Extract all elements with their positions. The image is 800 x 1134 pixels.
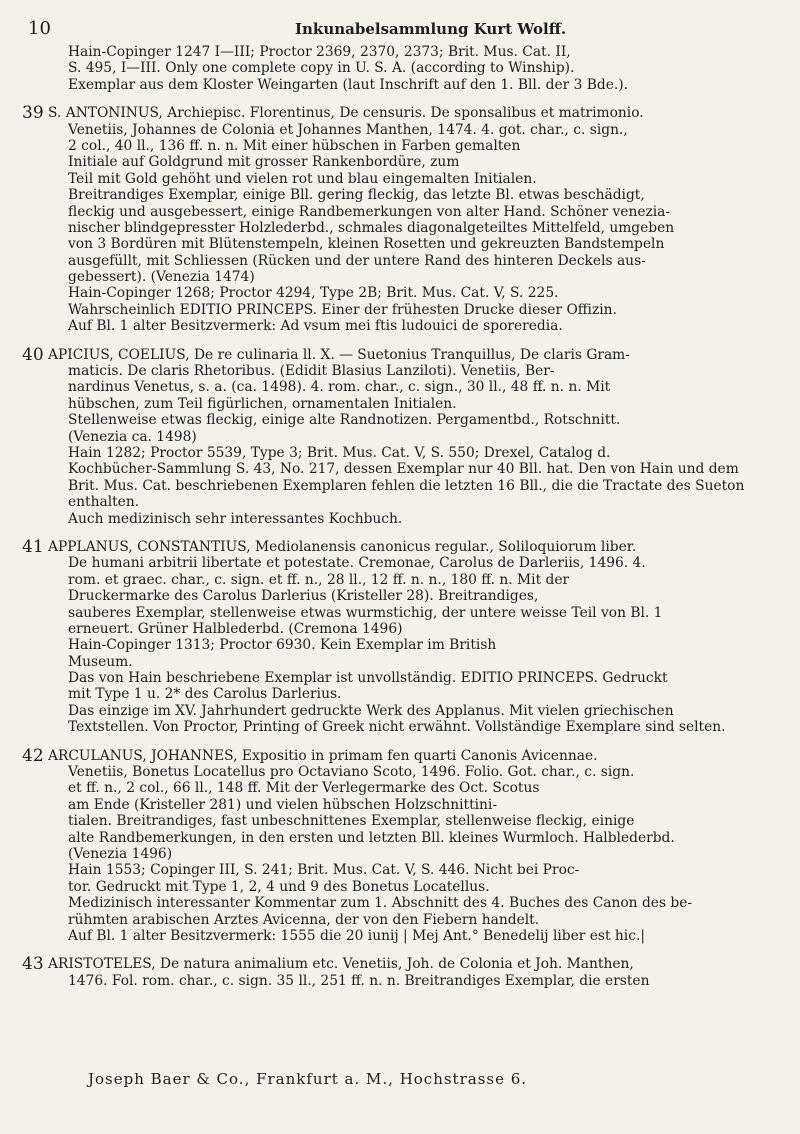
line-text: fleckig und ausgebessert, einige Randbemerkungen von alter Hand. Schöner venezia-: [68, 203, 671, 220]
text-line: [12, 494, 784, 510]
text-line: [12, 637, 784, 653]
line-text: von 3 Bordüren mit Blütenstempeln, kleinen Rosetten und gekreuzten Bandstempeln: [68, 236, 665, 253]
line-text: tor. Gedruckt mit Type 1, 2, 4 und 9 des Bonetus Locatellus.: [68, 878, 490, 895]
text-line: [12, 412, 784, 428]
line-text: (Venezia 1496): [68, 845, 173, 862]
text-line: [12, 285, 784, 301]
entry-gutter: [12, 302, 48, 318]
line-text: Hain-Copinger 1268; Proctor 4294, Type 2B; Brit. Mus. Cat. V, S. 225.: [68, 285, 559, 302]
line-text: APICIUS, COELIUS, De re culinaria ll. X. — Suetonius Tranquillus, De claris Gram-: [48, 346, 630, 363]
text-line: [12, 605, 784, 621]
publisher-imprint: Joseph Baer & Co., Frankfurt a. M., Hochstrasse 6.: [88, 1070, 528, 1088]
line-text: enthalten.: [68, 494, 140, 511]
text-line: [12, 862, 784, 878]
line-text: S. ANTONINUS, Archiepisc. Florentinus, De censuris. De sponsalibus et matrimonio.: [48, 105, 644, 122]
line-text: (Venezia ca. 1498): [68, 428, 197, 445]
text-line: [12, 253, 784, 269]
entry-gutter: [12, 719, 48, 735]
entry-gutter: [12, 605, 48, 621]
text-line: [12, 138, 784, 154]
text-line: [12, 846, 784, 862]
text-line: [12, 302, 784, 318]
text-line: [12, 572, 784, 588]
entry-gutter: [12, 511, 48, 527]
entry-gutter: [12, 138, 48, 154]
text-line: [12, 895, 784, 911]
text-line: [12, 220, 784, 236]
line-text: alte Randbemerkungen, in den ersten und letzten Bll. kleines Wurmloch. Halblederbd.: [68, 829, 675, 846]
entry-gutter: [12, 555, 48, 571]
line-text: ARISTOTELES, De natura animalium etc. Venetiis, Joh. de Colonia et Joh. Manthen,: [48, 956, 634, 973]
catalog-entry: [12, 956, 784, 989]
catalog-entries: [12, 105, 784, 989]
line-text: rom. et graec. char., c. sign. et ff. n., 28 ll., 12 ff. n. n., 180 ff. n. Mit der: [68, 571, 570, 588]
text-line: [12, 670, 784, 686]
entry-gutter: [12, 928, 48, 944]
line-text: Hain-Copinger 1247 I—III; Proctor 2369, 2370, 2373; Brit. Mus. Cat. II,: [68, 44, 571, 60]
text-line: [12, 236, 784, 252]
page-header: [12, 12, 784, 44]
line-text: Breitrandiges Exemplar, einige Bll. gering fleckig, das letzte Bl. etwas beschädigt,: [68, 187, 645, 204]
text-line: [12, 429, 784, 445]
running-title: Inkunabelsammlung Kurt Wolff.: [295, 20, 567, 38]
line-text: Hain 1282; Proctor 5539, Type 3; Brit. Mus. Cat. V, S. 550; Drexel, Catalog d.: [68, 444, 611, 461]
entry-gutter: [12, 204, 48, 220]
line-text: mit Type 1 u. 2* des Carolus Darlerius.: [68, 686, 342, 703]
entry-gutter: [12, 494, 48, 510]
catalog-entry: [12, 347, 784, 527]
line-text: am Ende (Kristeller 281) und vielen hübschen Holzschnittini-: [68, 796, 498, 813]
text-line: [12, 686, 784, 702]
entry-gutter: [12, 686, 48, 702]
text-line: [12, 928, 784, 944]
line-text: ARCULANUS, JOHANNES, Expositio in primam fen quarti Canonis Avicennae.: [48, 747, 598, 764]
entry-gutter: [12, 253, 48, 269]
line-text: Wahrscheinlich EDITIO PRINCEPS. Einer der frühesten Drucke dieser Offizin.: [68, 301, 617, 318]
text-line: [12, 511, 784, 527]
text-line: [12, 973, 784, 989]
text-line: [12, 956, 784, 972]
text-line: [12, 269, 784, 285]
catalog-text: [12, 44, 784, 989]
line-text: Druckermarke des Carolus Darlerius (Kristeller 28). Breitrandiges,: [68, 588, 539, 605]
line-text: Museum.: [68, 653, 133, 670]
entry-gutter: [12, 285, 48, 301]
line-text: Exemplar aus dem Kloster Weingarten (laut Inschrift auf den 1. Bll. der 3 Bde.).: [68, 76, 629, 93]
entry-gutter: [12, 797, 48, 813]
line-text: ausgefüllt, mit Schliessen (Rücken und der untere Rand des hinteren Deckels aus-: [68, 252, 646, 269]
text-line: [12, 171, 784, 187]
line-text: rühmten arabischen Arztes Avicenna, der von den Fiebern handelt.: [68, 911, 540, 928]
text-line: [12, 105, 784, 121]
text-line: [12, 764, 784, 780]
line-text: Initiale auf Goldgrund mit grosser Rankenbordüre, zum: [68, 154, 460, 171]
text-line: [12, 478, 784, 494]
catalog-entry: [12, 105, 784, 334]
text-line: [12, 588, 784, 604]
entry-gutter: [12, 572, 48, 588]
line-text: Venetiis, Johannes de Colonia et Johannes Manthen, 1474. 4. got. char., c. sign.,: [68, 121, 628, 138]
text-line: [12, 347, 784, 363]
text-line: [12, 44, 784, 60]
line-text: APPLANUS, CONSTANTIUS, Mediolanensis canonicus regular., Soliloquiorum liber.: [48, 538, 637, 555]
line-text: Auf Bl. 1 alter Besitzvermerk: 1555 die 20 iunij | Mej Ant.° Benedelij liber est hic.|: [68, 927, 645, 944]
entry-gutter: [12, 318, 48, 334]
line-text: De humani arbitrii libertate et potestate. Cremonae, Carolus de Darleriis, 1496. 4.: [68, 555, 646, 572]
entry-gutter: [12, 780, 48, 796]
text-line: [12, 60, 784, 76]
entry-gutter: [12, 187, 48, 203]
entry-number: 39: [22, 105, 44, 122]
entry-gutter: [12, 703, 48, 719]
text-line: [12, 122, 784, 138]
line-text: erneuert. Grüner Halblederbd. (Cremona 1496): [68, 620, 403, 637]
entry-gutter: [12, 764, 48, 780]
text-line: [12, 879, 784, 895]
entry-number: 41: [22, 538, 44, 556]
line-text: 2 col., 40 ll., 136 ff. n. n. Mit einer hübschen in Farben gemalten: [68, 137, 521, 154]
page-number: 10: [28, 18, 51, 39]
text-line: [12, 703, 784, 719]
text-line: [12, 187, 784, 203]
catalog-entry: [12, 748, 784, 945]
text-line: [12, 621, 784, 637]
entry-gutter: [12, 830, 48, 846]
entry-gutter: [12, 171, 48, 187]
text-line: [12, 780, 784, 796]
entry-gutter: [12, 813, 48, 829]
line-text: Teil mit Gold gehöht und vielen rot und blau eingemalten Initialen.: [68, 170, 537, 187]
text-line: [12, 539, 784, 555]
entry-gutter: [12, 154, 48, 170]
entry-gutter: [12, 236, 48, 252]
entry-gutter: [12, 973, 48, 989]
text-line: [12, 363, 784, 379]
entry-gutter: [12, 670, 48, 686]
line-text: nischer blindgepresster Holzlederbd., schmales diagonalgeteiltes Mittelfeld, umgeben: [68, 219, 675, 236]
entry-number: 42: [22, 747, 44, 765]
text-line: [12, 797, 784, 813]
line-text: tialen. Breitrandiges, fast unbeschnittenes Exemplar, stellenweise fleckig, einige: [68, 813, 635, 830]
line-text: Hain 1553; Copinger III, S. 241; Brit. Mus. Cat. V, S. 446. Nicht bei Proc-: [68, 862, 580, 879]
text-line: [12, 830, 784, 846]
line-text: Venetiis, Bonetus Locatellus pro Octaviano Scoto, 1496. Folio. Got. char., c. sign.: [68, 764, 635, 781]
line-text: nardinus Venetus, s. a. (ca. 1498). 4. rom. char., c. sign., 30 ll., 48 ff. n. n. Mit: [68, 379, 611, 396]
entry-gutter: [12, 478, 48, 494]
entry-gutter: [12, 379, 48, 395]
text-line: [12, 813, 784, 829]
text-line: [12, 719, 784, 735]
entry-number: 40: [22, 346, 44, 364]
text-line: [12, 912, 784, 928]
entry-gutter: [12, 895, 48, 911]
entry-gutter: [12, 363, 48, 379]
line-text: Kochbücher-Sammlung S. 43, No. 217, dessen Exemplar nur 40 Bll. hat. Den von Hain und dem: [68, 461, 739, 478]
line-text: Auf Bl. 1 alter Besitzvermerk: Ad vsum mei ftis ludouici de sporeredia.: [68, 318, 563, 335]
entry-gutter: [12, 122, 48, 138]
entry-gutter: [12, 412, 48, 428]
entry-gutter: [12, 429, 48, 445]
line-text: 1476. Fol. rom. char., c. sign. 35 ll., 251 ff. n. n. Breitrandiges Exemplar, die ersten: [68, 972, 650, 989]
text-line: [12, 461, 784, 477]
line-text: Medizinisch interessanter Kommentar zum 1. Abschnitt des 4. Buches des Canon des be-: [68, 895, 693, 912]
entry-gutter: [12, 621, 48, 637]
line-text: maticis. De claris Rhetoribus. (Edidit Blasius Lanziloti). Venetiis, Ber-: [68, 363, 555, 380]
line-text: Das von Hain beschriebene Exemplar ist unvollständig. EDITIO PRINCEPS. Gedruckt: [68, 670, 668, 687]
entry-gutter: [12, 588, 48, 604]
entry-gutter: [12, 846, 48, 862]
line-text: Stellenweise etwas fleckig, einige alte Randnotizen. Pergamentbd., Rotschnitt.: [68, 412, 621, 429]
entry-gutter: [12, 862, 48, 878]
text-line: [12, 396, 784, 412]
entry-gutter: [12, 220, 48, 236]
text-line: [12, 318, 784, 334]
text-line: [12, 654, 784, 670]
line-text: et ff. n., 2 col., 66 ll., 148 ff. Mit der Verlegermarke des Oct. Scotus: [68, 780, 540, 797]
entry-gutter: [12, 912, 48, 928]
entry-gutter: [12, 396, 48, 412]
text-line: [12, 77, 784, 93]
entry-gutter: [12, 879, 48, 895]
entry-gutter: [12, 461, 48, 477]
entry-gutter: [12, 637, 48, 653]
text-line: [12, 154, 784, 170]
line-text: sauberes Exemplar, stellenweise etwas wurmstichig, der untere weisse Teil von Bl. 1: [68, 604, 663, 621]
text-line: [12, 204, 784, 220]
line-text: Brit. Mus. Cat. beschriebenen Exemplaren fehlen die letzten 16 Bll., die die Tractate des Sueton: [68, 477, 745, 494]
entry-number: 43: [22, 956, 44, 973]
text-line: [12, 445, 784, 461]
line-text: Textstellen. Von Proctor, Printing of Greek nicht erwähnt. Vollständige Exemplare sind selten.: [68, 719, 726, 736]
line-text: Das einzige im XV. Jahrhundert gedruckte Werk des Applanus. Mit vielen griechischen: [68, 702, 674, 719]
catalog-entry: [12, 539, 784, 736]
line-text: S. 495, I—III. Only one complete copy in U. S. A. (according to Winship).: [68, 60, 575, 77]
entry-gutter: [12, 654, 48, 670]
line-text: gebessert). (Venezia 1474): [68, 269, 255, 286]
preface-entry: [12, 44, 784, 93]
text-line: [12, 555, 784, 571]
text-line: [12, 379, 784, 395]
entry-gutter: [12, 269, 48, 285]
text-line: [12, 748, 784, 764]
line-text: Hain-Copinger 1313; Proctor 6930. Kein Exemplar im British: [68, 637, 497, 654]
line-text: hübschen, zum Teil figürlichen, ornamentalen Initialen.: [68, 395, 457, 412]
entry-gutter: [12, 445, 48, 461]
line-text: Auch medizinisch sehr interessantes Kochbuch.: [68, 510, 403, 527]
